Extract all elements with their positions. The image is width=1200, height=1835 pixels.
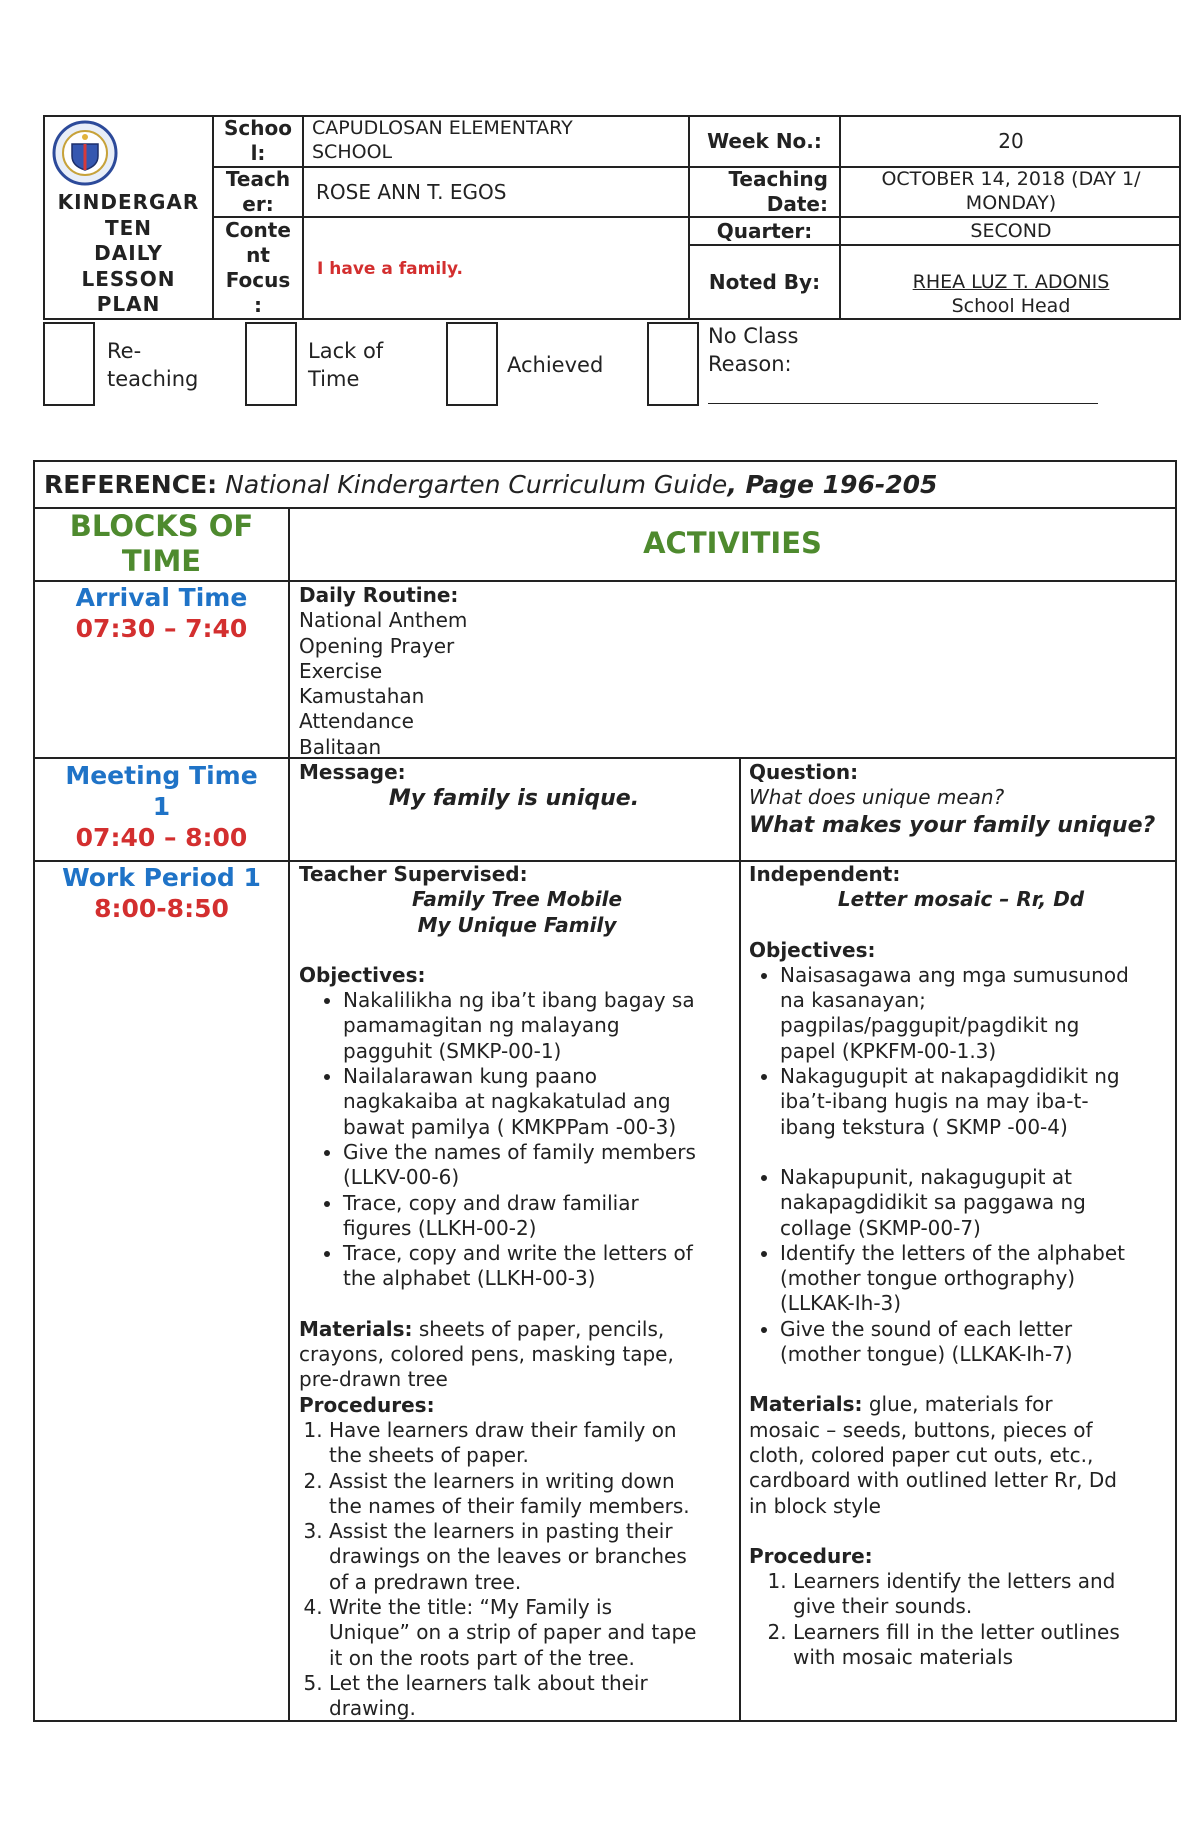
deped-seal-logo [52,120,118,186]
procedure-item: 3. Assist the learners in pasting their drawings on the leaves or branches of a predrawn tree. [329,1519,735,1595]
blocks-of-time-header: BLOCKS OF TIME [69,509,254,578]
objective-item: • Nakagugupit at nakapagdidikit ng iba’t-ibang hugis na may iba-t- ibang tekstura ( SKMP -00-4) [780,1064,1173,1140]
date-value: OCTOBER 14, 2018 (DAY 1/ MONDAY) [881,168,1141,214]
noted-by-value [841,270,1181,318]
routine-item: Kamustahan [299,684,425,709]
reteaching-label: Re- teaching [107,339,199,391]
teacher-value: ROSE ANN T. EGOS [316,180,507,204]
independent: Independent: Letter mosaic – Rr, Dd Objectives: • Naisasagawa ang mga sumusunod na kasanayan; pagpilas/paggupit/pagdikit ng papel (KPKFM-00-1.3) • Nakagugupit at nakapagdidikit ng iba’t-ibang hugis na may iba-t- ibang tekstura ( SKMP -00-4) • Nakapupunit, nakagugupit at nakapagdidikit sa paggawa ng collage (SKMP-00-7) • Identify the letters of the alphabet (mother tongue orthography) (LLKAK-Ih-3) • Give the sound of each letter (mother tongue) (LLKAK-Ih-7) Materials: glue, materials for mosaic – seeds, buttons, pieces of cloth, colored paper cut outs, etc., cardboard with outlined letter Rr, Dd in block style Procedure: 1. Learners identify the letters and give their sounds. 2. Learners fill in the letter outlines with mosaic materials [749,862,1173,1670]
supervised-procedures [299,1418,735,1722]
teacher-supervised: Teacher Supervised: Family Tree Mobile My Unique Family Objectives: • Nakalilikha ng iba’t ibang bagay sa pamamagitan ng malayang pagguhit (SMKP-00-1) • Nailalarawan kung paano nagkakaiba at nagkakatulad ang bawat pamilya ( KMKPPam -00-3) • Give the names of family members (LLKV-00-6) • Trace, copy and draw familiar figures (LLKH-00-2) • Trace, copy and write the letters of the alphabet (LLKH-00-3) Materials: sheets of paper, pencils, crayons, colored pens, masking tape, pre-drawn tree Procedures: 1. Have learners draw their family on the sheets of paper. 2. Assist the learners in writing down the names of their family members. 3. Assist the learners in pasting their drawings on the leaves or branches of a predrawn tree. 4. Write the title: “My Family is Unique” on a strip of paper and tape it on the roots part of the tree. 5. Let the learners talk about their drawing. [299,862,735,1722]
procedure-item: 1. Learners identify the letters and give their sounds. [793,1569,1173,1620]
independent-materials: Materials: glue, materials for [749,1392,1053,1417]
no-class-reason-line[interactable] [708,403,1098,404]
teacher-label: Teach er: [225,167,291,216]
reteaching-checkbox[interactable] [43,322,95,406]
activity-title: Family Tree Mobile [411,887,623,912]
routine-item: Opening Prayer [299,633,455,658]
no-class-checkbox[interactable] [647,322,699,406]
work-period-time: 8:00-8:50 [94,894,229,923]
school-value: CAPUDLOSAN ELEMENTARY SCHOOL [312,117,573,163]
routine-item: Attendance [299,709,414,734]
supervised-materials: Materials: sheets of paper, pencils, [299,1316,665,1341]
procedure-item: 2. Learners fill in the letter outlines with mosaic materials [793,1620,1173,1671]
question-1: What does unique mean? [749,785,1005,810]
meeting-time: 07:40 – 8:00 [75,823,248,852]
reference-label: REFERENCE: [44,470,218,499]
objective-item: • Trace, copy and draw familiar figures (LLKH-00-2) [343,1191,735,1242]
procedure-item: 1. Have learners draw their family on the sheets of paper. [329,1418,735,1469]
header-divider [688,244,1181,246]
meeting-question: Question: What does unique mean? What makes your family unique? [749,760,1169,841]
objective-item: • Nailalarawan kung paano nagkakaiba at nagkakatulad ang bawat pamilya ( KMKPPam -00-3) [343,1064,735,1140]
objective-item: • Naisasagawa ang mga sumusunod na kasanayan; pagpilas/paggupit/pagdikit ng papel (KPKFM-00-1.3) [780,963,1173,1064]
procedure-item: 4. Write the title: “My Family is Unique” on a strip of paper and tape it on the roots part of the tree. [329,1595,735,1671]
school-label: Schoo l: [224,116,292,165]
activity-title: My Unique Family [417,912,617,937]
activities-header: ACTIVITIES [643,526,822,560]
no-class-label: No Class Reason: [708,324,799,376]
supervised-objectives [299,988,735,1292]
activity-title: Letter mosaic – Rr, Dd [837,887,1085,912]
noted-by-name: RHEA LUZ T. ADONIS [912,271,1110,293]
noted-by-role: School Head [951,295,1071,317]
meeting-time-block [35,760,288,853]
achieved-checkbox[interactable] [446,322,498,406]
week-label: Week No.: [707,129,822,153]
objective-item: • Nakapupunit, nakagugupit at nakapagdidikit sa paggawa ng collage (SKMP-00-7) [780,1165,1173,1241]
reference-guide: National Kindergarten Curriculum Guide [225,470,728,499]
routine-item: National Anthem [299,608,468,633]
achieved-label: Achieved [507,353,604,377]
objective-item: • Give the names of family members (LLKV-00-6) [343,1140,735,1191]
content-focus-label: Conte nt Focus : [225,218,291,317]
lack-of-time-checkbox[interactable] [245,322,297,406]
meeting-message-text: My family is unique. [388,786,640,812]
meeting-message: Message: My family is unique. [299,760,729,813]
work-period-title: Work Period 1 [62,863,261,892]
arrival-time: 07:30 – 7:40 [75,614,248,643]
reference-line [44,470,937,500]
procedure-item: 2. Assist the learners in writing down the names of their family members. [329,1469,735,1520]
independent-procedure [749,1569,1173,1670]
procedure-item: 5. Let the learners talk about their drawing. [329,1671,735,1722]
objective-item: • Give the sound of each letter (mother tongue) (LLKAK-Ih-7) [780,1317,1173,1368]
question-2: What makes your family unique? [749,812,1156,838]
arrival-title: Arrival Time [75,583,248,612]
lesson-table-divider [288,507,290,1722]
lesson-table-divider [739,757,741,1722]
routine-item: Balitaan [299,734,382,759]
noted-by-label: Noted By: [708,270,821,294]
work-period-block [35,862,288,924]
independent-objectives [749,963,1173,1367]
routine-item: Exercise [299,658,383,683]
plan-title: KINDERGAR TEN DAILY LESSON PLAN [57,190,200,316]
daily-routine: Daily Routine: National Anthem Opening Prayer Exercise Kamustahan Attendance Balitaan [299,583,1159,760]
content-focus-value: I have a family. [317,259,463,279]
reference-pages: , Page 196-205 [727,470,938,499]
objective-item: • Nakalilikha ng iba’t ibang bagay sa pamamagitan ng malayang pagguhit (SMKP-00-1) [343,988,735,1064]
arrival-time-block [35,582,288,644]
objective-item: • Trace, copy and write the letters of the alphabet (LLKH-00-3) [343,1241,735,1292]
objective-item: • Identify the letters of the alphabet (mother tongue orthography) (LLKAK-Ih-3) [780,1241,1173,1317]
date-label: Teaching Date: [728,167,828,216]
week-value: 20 [998,129,1024,153]
quarter-value: SECOND [970,220,1052,242]
meeting-title: Meeting Time 1 [65,761,258,821]
lack-of-time-label: Lack of Time [308,339,384,391]
quarter-label: Quarter: [716,219,813,243]
